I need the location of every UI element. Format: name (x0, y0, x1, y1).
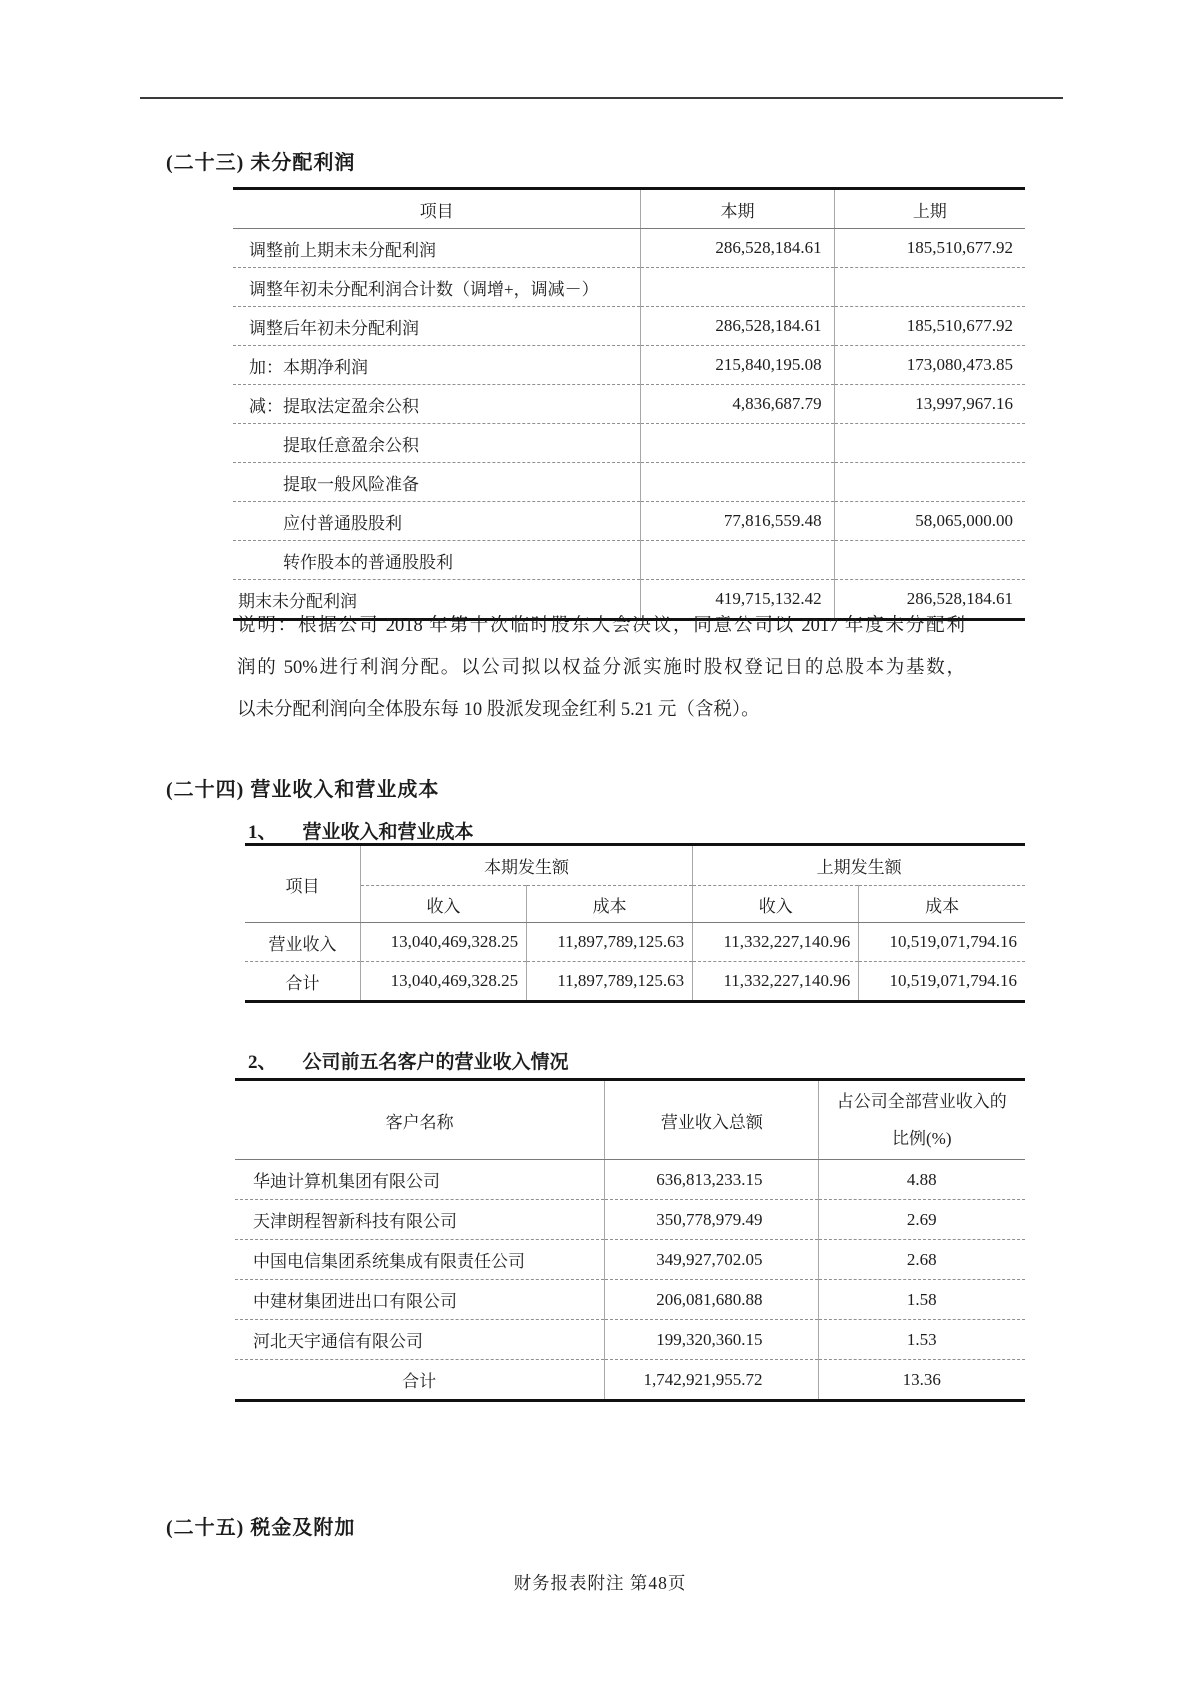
column-header-income: 收入 (360, 886, 526, 923)
table-row (233, 385, 1025, 424)
column-header-current-period: 本期 (641, 189, 834, 229)
note-paragraph (237, 605, 965, 731)
ratio-value: 4.88 (818, 1160, 1025, 1200)
subsection-title: 公司前五名客户的营业收入情况 (302, 1052, 569, 1073)
table-row (235, 1160, 1025, 1200)
revenue-cost-table (245, 843, 1025, 1003)
prior-period-value (834, 268, 1025, 307)
prior-income-value: 11,332,227,140.96 (693, 962, 859, 1002)
section-25-heading: (二十五) 税金及附加 (166, 1517, 356, 1539)
column-header-prior-group: 上期发生额 (693, 845, 1025, 886)
current-period-value: 215,840,195.08 (641, 346, 834, 385)
row-label: 合计 (402, 1372, 437, 1391)
table-row-total (235, 1360, 1025, 1401)
current-period-value: 4,836,687.79 (641, 385, 834, 424)
row-label: 提取一般风险准备 (233, 463, 641, 502)
column-header-cost: 成本 (859, 886, 1025, 923)
table-row (233, 268, 1025, 307)
table-row (235, 1200, 1025, 1240)
current-period-value (641, 541, 834, 580)
revenue-value: 206,081,680.88 (605, 1280, 818, 1320)
customer-name: 中建材集团进出口有限公司 (235, 1280, 605, 1320)
page-footer: 财务报表附注 第48页 (513, 1573, 687, 1593)
prior-period-value (834, 463, 1025, 502)
subsection-number: 1、 (248, 822, 277, 843)
section-24-heading: (二十四) 营业收入和营业成本 (166, 779, 440, 801)
note-line: 说明：根据公司 2018 年第十次临时股东大会决议，同意公司以 2017 年度未分配利 (237, 616, 965, 636)
row-label: 转作股本的普通股股利 (233, 541, 641, 580)
subsection-2-heading (248, 1047, 569, 1074)
row-label: 调整后年初未分配利润 (233, 307, 641, 346)
row-label: 调整前上期末未分配利润 (233, 229, 641, 268)
ratio-value: 13.36 (818, 1360, 1025, 1401)
current-period-value: 77,816,559.48 (641, 502, 834, 541)
subsection-1-heading (248, 817, 474, 844)
table-header-row (235, 1080, 1025, 1160)
table-row (233, 502, 1025, 541)
row-label: 合计 (285, 973, 320, 993)
row-label: 营业收入 (245, 923, 360, 962)
current-period-value (641, 463, 834, 502)
current-period-value: 286,528,184.61 (641, 307, 834, 346)
prior-period-value: 185,510,677.92 (834, 307, 1025, 346)
table-header-leaf-row (245, 886, 1025, 923)
prior-cost-value: 10,519,071,794.16 (859, 923, 1025, 962)
note-line: 以未分配利润向全体股东每 10 股派发现金红利 5.21 元（含税）。 (237, 700, 760, 720)
table-row (233, 541, 1025, 580)
current-income-value: 13,040,469,328.25 (360, 962, 526, 1002)
table-row (233, 424, 1025, 463)
prior-period-value (834, 541, 1025, 580)
row-label: 调整年初未分配利润合计数（调增+，调减－） (233, 268, 641, 307)
current-cost-value: 11,897,789,125.63 (527, 962, 693, 1002)
prior-cost-value: 10,519,071,794.16 (859, 962, 1025, 1002)
column-header-income: 收入 (693, 886, 859, 923)
revenue-value: 199,320,360.15 (605, 1320, 818, 1360)
prior-period-value: 286,528,184.61 (834, 580, 1025, 620)
prior-period-value: 13,997,967.16 (834, 385, 1025, 424)
table-header-row (233, 189, 1025, 229)
section-23-heading: (二十三) 未分配利润 (166, 152, 356, 174)
note-line: 润的 50%进行利润分配。以公司拟以权益分派实施时股权登记日的总股本为基数， (237, 658, 965, 678)
row-label: 减：提取法定盈余公积 (233, 385, 641, 424)
column-header-item: 项目 (245, 845, 360, 923)
current-period-value (641, 268, 834, 307)
column-header-item: 项目 (233, 189, 641, 229)
row-label: 应付普通股股利 (233, 502, 641, 541)
row-label: 期末未分配利润 (238, 591, 357, 611)
prior-period-value (834, 424, 1025, 463)
table-row (233, 346, 1025, 385)
ratio-value: 2.68 (818, 1240, 1025, 1280)
column-header-ratio-line2: 比例(%) (892, 1129, 952, 1148)
revenue-value: 349,927,702.05 (605, 1240, 818, 1280)
current-cost-value: 11,897,789,125.63 (527, 923, 693, 962)
page-header-rule (140, 97, 1063, 99)
customer-name: 华迪计算机集团有限公司 (235, 1160, 605, 1200)
prior-period-value: 173,080,473.85 (834, 346, 1025, 385)
table-row (245, 923, 1025, 962)
prior-period-value: 185,510,677.92 (834, 229, 1025, 268)
table-row (233, 307, 1025, 346)
row-label: 提取任意盈余公积 (233, 424, 641, 463)
customer-name: 河北天宇通信有限公司 (235, 1320, 605, 1360)
prior-period-value: 58,065,000.00 (834, 502, 1025, 541)
current-period-value: 286,528,184.61 (641, 229, 834, 268)
table-row (235, 1280, 1025, 1320)
row-label: 加：本期净利润 (233, 346, 641, 385)
column-header-revenue: 营业收入总额 (605, 1080, 818, 1160)
current-period-value: 419,715,132.42 (641, 580, 834, 620)
customer-name: 中国电信集团系统集成有限责任公司 (235, 1240, 605, 1280)
undistributed-profit-table (233, 187, 1025, 621)
current-period-value (641, 424, 834, 463)
column-header-prior-period: 上期 (834, 189, 1025, 229)
ratio-value: 2.69 (818, 1200, 1025, 1240)
revenue-value: 1,742,921,955.72 (605, 1360, 818, 1401)
column-header-ratio (818, 1080, 1025, 1160)
table-row-total (245, 962, 1025, 1002)
ratio-value: 1.58 (818, 1280, 1025, 1320)
ratio-value: 1.53 (818, 1320, 1025, 1360)
prior-income-value: 11,332,227,140.96 (693, 923, 859, 962)
table-row (235, 1240, 1025, 1280)
column-header-ratio-line1: 占公司全部营业收入的 (836, 1092, 1007, 1111)
table-row (235, 1320, 1025, 1360)
revenue-value: 636,813,233.15 (605, 1160, 818, 1200)
top-customers-table (235, 1078, 1025, 1402)
subsection-title: 营业收入和营业成本 (302, 822, 474, 843)
table-row (233, 229, 1025, 268)
customer-name: 天津朗程智新科技有限公司 (235, 1200, 605, 1240)
revenue-value: 350,778,979.49 (605, 1200, 818, 1240)
column-header-cost: 成本 (527, 886, 693, 923)
column-header-current-group: 本期发生额 (360, 845, 692, 886)
subsection-number: 2、 (248, 1052, 277, 1073)
table-header-group-row (245, 845, 1025, 886)
column-header-customer: 客户名称 (235, 1080, 605, 1160)
current-income-value: 13,040,469,328.25 (360, 923, 526, 962)
table-row (233, 463, 1025, 502)
